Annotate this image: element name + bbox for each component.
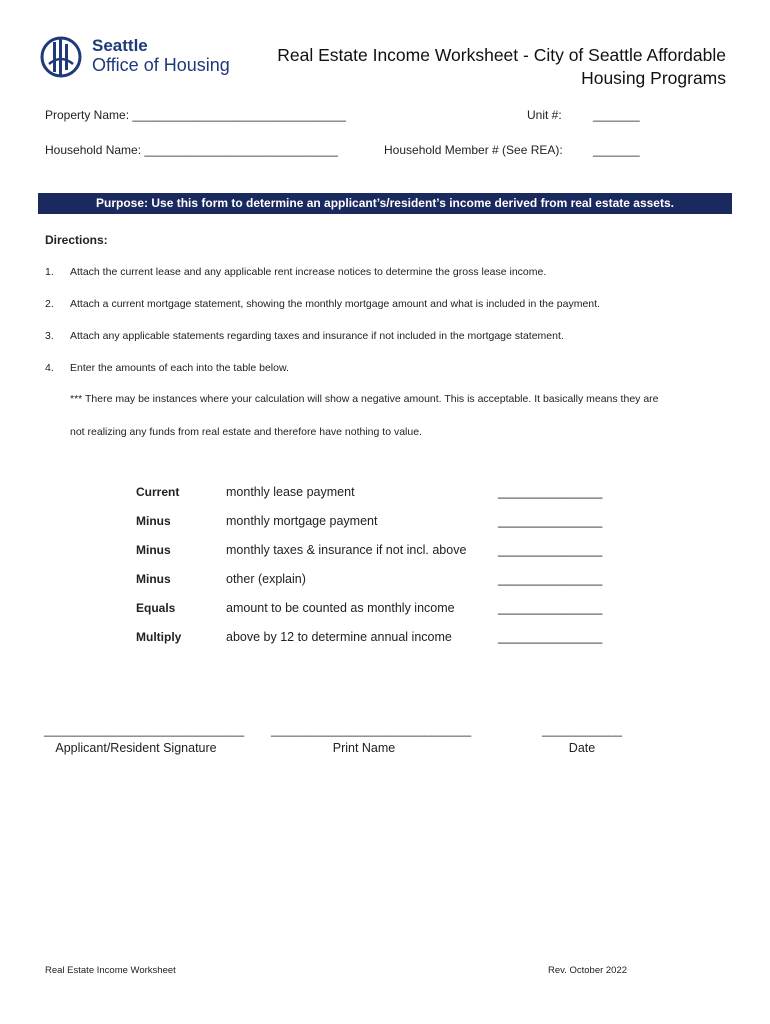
seattle-seal-icon bbox=[40, 34, 82, 80]
footer-right: Rev. October 2022 bbox=[548, 965, 628, 976]
direction-item bbox=[45, 330, 564, 342]
unit-label: Unit #: bbox=[527, 108, 562, 122]
household-member-field[interactable]: _______ bbox=[593, 143, 640, 157]
note-line-2: not realizing any funds from real estate and therefore have nothing to value. bbox=[70, 426, 422, 438]
unit-field[interactable]: _______ bbox=[593, 108, 640, 122]
calc-label-equals: Equals bbox=[136, 601, 176, 615]
signature-line[interactable]: ______________________________ bbox=[44, 723, 245, 737]
calc-label-minus-mortgage: Minus bbox=[136, 514, 171, 528]
note-line-1: *** There may be instances where your calculation will show a negative amount. This is acceptable. It basically means they are bbox=[70, 393, 659, 405]
calc-desc-other: other (explain) bbox=[226, 572, 306, 586]
print-name-line[interactable]: ______________________________ bbox=[271, 723, 472, 737]
calc-field-annual-income[interactable]: _______________ bbox=[498, 630, 603, 644]
direction-number: 1. bbox=[45, 266, 54, 278]
calc-desc-annual-income: above by 12 to determine annual income bbox=[226, 630, 452, 644]
calc-field-lease[interactable]: _______________ bbox=[498, 485, 603, 499]
calc-desc-taxes: monthly taxes & insurance if not incl. above bbox=[226, 543, 467, 557]
calc-desc-monthly-income: amount to be counted as monthly income bbox=[226, 601, 455, 615]
print-name-caption: Print Name bbox=[332, 741, 396, 755]
direction-item bbox=[45, 362, 289, 374]
property-name-field[interactable]: Property Name: ________________________________ bbox=[45, 108, 346, 122]
title-line-1: Real Estate Income Worksheet - City of Seattle Affordable bbox=[277, 45, 726, 65]
title-line-2: Housing Programs bbox=[581, 68, 726, 88]
date-line[interactable]: ____________ bbox=[542, 723, 623, 737]
calc-label-multiply: Multiply bbox=[136, 630, 182, 644]
calc-field-other[interactable]: _______________ bbox=[498, 572, 603, 586]
signature-caption: Applicant/Resident Signature bbox=[55, 741, 217, 755]
logo-line-1: Seattle bbox=[92, 36, 148, 55]
direction-item bbox=[45, 266, 546, 278]
direction-number: 4. bbox=[45, 362, 54, 374]
direction-item bbox=[45, 298, 600, 310]
calc-field-mortgage[interactable]: _______________ bbox=[498, 514, 603, 528]
calc-field-monthly-income[interactable]: _______________ bbox=[498, 601, 603, 615]
direction-text: Attach the current lease and any applicable rent increase notices to determine the gross lease income. bbox=[70, 266, 547, 278]
direction-text: Attach any applicable statements regarding taxes and insurance if not included in the mortgage statement. bbox=[70, 330, 564, 342]
direction-number: 2. bbox=[45, 298, 54, 310]
calc-label-minus-taxes: Minus bbox=[136, 543, 171, 557]
direction-text: Enter the amounts of each into the table below. bbox=[70, 362, 289, 374]
calc-label-current: Current bbox=[136, 485, 180, 499]
document-title bbox=[246, 44, 726, 90]
purpose-banner: Purpose: Use this form to determine an applicant’s/resident’s income derived from real estate assets. bbox=[38, 193, 732, 214]
logo-line-2: Office of Housing bbox=[92, 55, 230, 75]
directions-heading: Directions: bbox=[45, 233, 108, 247]
calc-desc-lease: monthly lease payment bbox=[226, 485, 355, 499]
seattle-office-of-housing-logo bbox=[40, 34, 240, 82]
calc-label-minus-other: Minus bbox=[136, 572, 171, 586]
calc-field-taxes[interactable]: _______________ bbox=[498, 543, 603, 557]
direction-text: Attach a current mortgage statement, showing the monthly mortgage amount and what is included in the payment. bbox=[70, 298, 600, 310]
direction-number: 3. bbox=[45, 330, 54, 342]
calc-desc-mortgage: monthly mortgage payment bbox=[226, 514, 378, 528]
household-member-label: Household Member # (See REA): bbox=[384, 143, 563, 157]
date-caption: Date bbox=[568, 741, 596, 755]
footer-left: Real Estate Income Worksheet bbox=[45, 965, 176, 976]
household-name-field[interactable]: Household Name: _____________________________ bbox=[45, 143, 338, 157]
